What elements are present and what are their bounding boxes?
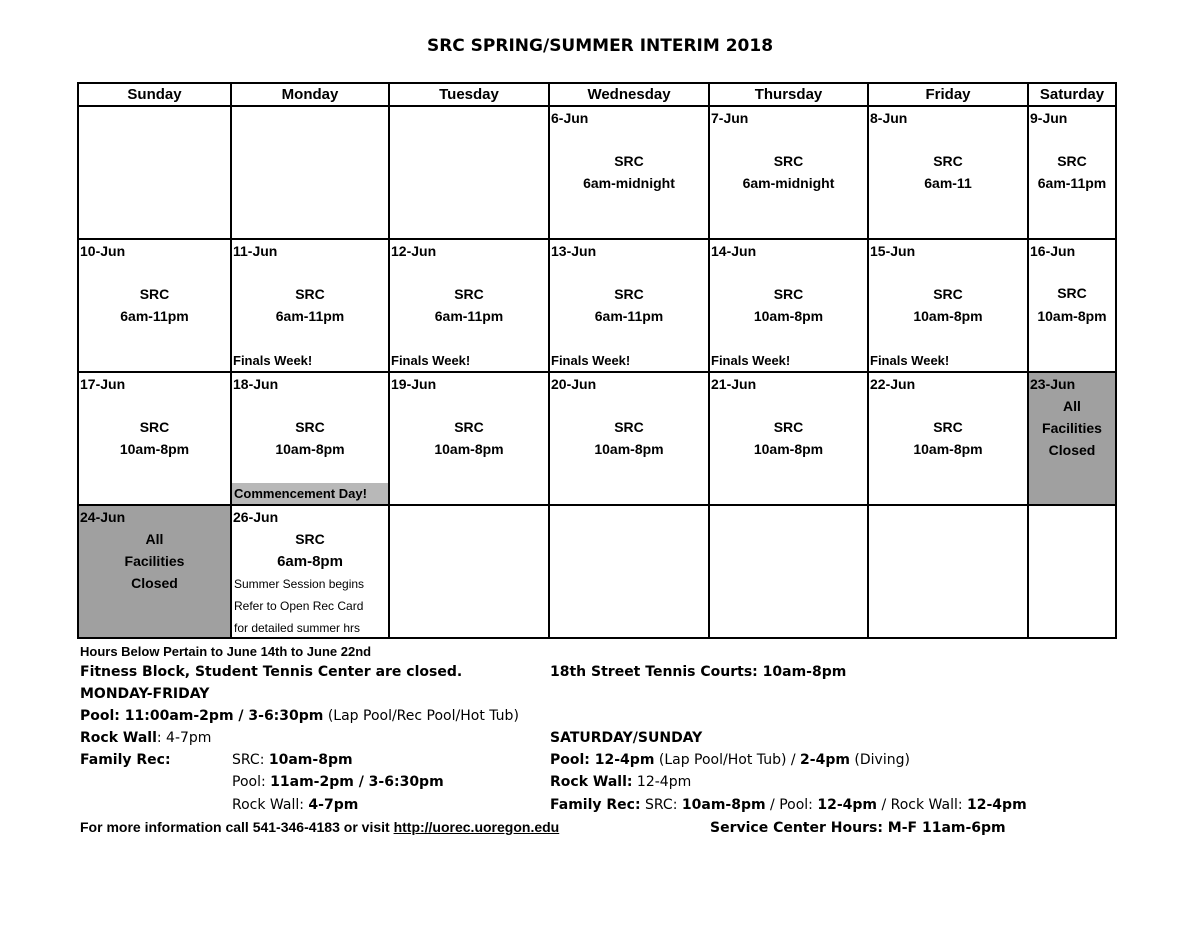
empty-day-cell (231, 106, 389, 239)
day-date: 9-Jun (1030, 110, 1068, 126)
weekend-rockwall-value: 12-4pm (636, 774, 692, 790)
day-cell (1028, 106, 1116, 239)
day-date: 26-Jun (233, 509, 279, 525)
day-date: 7-Jun (711, 110, 749, 126)
day-date: 22-Jun (870, 376, 916, 392)
day-header: Thursday (709, 83, 868, 106)
empty-day-cell (549, 505, 709, 638)
facility-label: SRC (454, 286, 484, 302)
weekend-rockwall-label: Rock Wall: (550, 774, 633, 790)
day-cell (231, 239, 389, 372)
facility-label: SRC (139, 419, 170, 435)
day-cell (549, 239, 709, 372)
weekend-rockwall-hours (550, 774, 691, 790)
day-date: 21-Jun (711, 376, 757, 392)
weekend-diving-label: (Diving) (854, 752, 910, 768)
facility-hours: 10am-8pm (913, 441, 983, 457)
commencement-day-note: Commencement Day! (232, 483, 388, 504)
closed-line: Closed (131, 575, 178, 591)
summer-note: Refer to Open Rec Card (234, 599, 364, 613)
facility-label: SRC (614, 419, 644, 435)
facility-hours: 6am-11pm (1037, 175, 1107, 191)
facility-label: SRC (295, 531, 325, 547)
day-cell (868, 106, 1028, 239)
facility-label: SRC (773, 286, 804, 302)
family-rec-pool (232, 774, 444, 790)
facility-hours: 10am-8pm (753, 308, 824, 324)
day-date: 14-Jun (711, 243, 757, 259)
website-link[interactable]: http://uorec.uoregon.edu (393, 819, 560, 835)
weekend-pool-detail: (Lap Pool/Hot Tub) / (658, 752, 796, 768)
weekend-family-pool-hours: 12-4pm (817, 797, 877, 813)
service-center-hours: Service Center Hours: M-F 11am-6pm (710, 820, 1006, 836)
finals-week-note: Finals Week! (551, 353, 631, 368)
facility-label: SRC (933, 419, 963, 435)
day-cell (1028, 239, 1116, 372)
day-cell (78, 372, 231, 505)
weekend-family-src: SRC: (645, 797, 678, 813)
day-date: 13-Jun (551, 243, 597, 259)
day-header: Tuesday (389, 83, 549, 106)
weekend-heading: SATURDAY/SUNDAY (550, 730, 703, 746)
closed-day-cell (1028, 372, 1116, 505)
day-date: 11-Jun (233, 243, 278, 259)
closed-line: Facilities (124, 553, 185, 569)
weekend-family-src-hours: 10am-8pm (681, 797, 766, 813)
more-info-line (80, 819, 559, 835)
weekday-rockwall-hours (80, 730, 211, 746)
weekend-family-pool: / Pool: (770, 797, 813, 813)
day-date: 17-Jun (80, 376, 126, 392)
facility-hours: 10am-8pm (913, 308, 983, 324)
day-header: Monday (231, 83, 389, 106)
summer-note: Summer Session begins (234, 577, 365, 591)
calendar-week-row (78, 372, 1116, 505)
day-cell (709, 106, 868, 239)
empty-day-cell (868, 505, 1028, 638)
day-cell (231, 372, 389, 505)
weekend-pool-label: Pool: 12-4pm (550, 752, 655, 768)
rockwall-hours: : 4-7pm (156, 730, 212, 746)
day-date: 8-Jun (870, 110, 908, 126)
tennis-courts-hours: 18th Street Tennis Courts: 10am-8pm (550, 664, 847, 680)
day-header: Sunday (78, 83, 231, 106)
day-cell (709, 239, 868, 372)
facility-hours: 6am-11 (924, 175, 972, 191)
weekend-family-rec (550, 797, 1027, 813)
family-src-label: SRC: (232, 752, 265, 768)
day-date: 16-Jun (1030, 243, 1076, 259)
day-cell (231, 505, 389, 638)
family-rec-src (232, 752, 353, 768)
weekend-family-label: Family Rec: (550, 797, 641, 813)
summer-note: for detailed summer hrs (234, 621, 361, 635)
facility-label: SRC (614, 286, 644, 302)
day-date: 10-Jun (80, 243, 126, 259)
day-cell (549, 372, 709, 505)
rockwall-label: Rock Wall (80, 730, 157, 746)
family-rec-rockwall (232, 797, 358, 813)
empty-day-cell (389, 505, 549, 638)
day-date: 15-Jun (870, 243, 916, 259)
facility-hours: 10am-8pm (434, 441, 504, 457)
day-cell (389, 239, 549, 372)
day-date: 6-Jun (551, 110, 589, 126)
closed-day-cell (78, 505, 231, 638)
facility-label: SRC (1057, 285, 1087, 301)
facility-label: SRC (295, 286, 325, 302)
facility-label: SRC (454, 419, 484, 435)
facility-hours: 10am-8pm (753, 441, 824, 457)
facility-hours: 6am-midnight (583, 175, 675, 191)
facility-hours: 6am-11pm (434, 308, 504, 324)
day-date: 18-Jun (233, 376, 279, 392)
day-cell (78, 239, 231, 372)
weekend-family-rock-hours: 12-4pm (967, 797, 1027, 813)
facility-label: SRC (773, 153, 804, 169)
finals-week-note: Finals Week! (870, 353, 950, 368)
day-cell (389, 372, 549, 505)
finals-week-note: Finals Week! (233, 353, 313, 368)
calendar-week-row (78, 239, 1116, 372)
family-src-hours: 10am-8pm (268, 752, 353, 768)
finals-week-note: Finals Week! (391, 353, 471, 368)
facility-hours: 6am-11pm (594, 308, 664, 324)
calendar-week-row (78, 505, 1116, 638)
weekday-heading: MONDAY-FRIDAY (80, 686, 210, 702)
weekend-diving-hours: 2-4pm (800, 752, 850, 768)
day-header: Wednesday (549, 83, 709, 106)
family-rec-label: Family Rec: (80, 752, 171, 768)
facility-hours: 6am-8pm (277, 553, 343, 570)
facility-label: SRC (933, 286, 963, 302)
day-cell (709, 372, 868, 505)
day-header: Friday (868, 83, 1028, 106)
weekday-pool-hours (80, 708, 519, 724)
finals-week-note: Finals Week! (711, 353, 791, 368)
facility-label: SRC (139, 286, 170, 302)
day-date: 20-Jun (551, 376, 597, 392)
closed-line: All (1063, 398, 1081, 414)
day-date: 23-Jun (1030, 376, 1076, 392)
more-info-text: For more information call 541-346-4183 or visit (80, 819, 390, 835)
closed-facilities-note: Fitness Block, Student Tennis Center are closed. (80, 664, 463, 680)
calendar-table (77, 82, 1117, 639)
closed-line: All (145, 531, 164, 547)
day-cell (549, 106, 709, 239)
facility-hours: 6am-11pm (275, 308, 345, 324)
family-rock-label: Rock Wall: (232, 797, 304, 813)
calendar-week-row (78, 106, 1116, 239)
day-date: 24-Jun (80, 509, 126, 525)
day-date: 12-Jun (391, 243, 437, 259)
day-cell (868, 372, 1028, 505)
closed-line: Facilities (1042, 420, 1102, 436)
family-rock-hours: 4-7pm (308, 797, 359, 813)
weekend-family-rock: / Rock Wall: (881, 797, 963, 813)
facility-label: SRC (1057, 153, 1087, 169)
day-cell (868, 239, 1028, 372)
family-pool-hours: 11am-2pm / 3-6:30pm (270, 774, 444, 790)
facility-label: SRC (933, 153, 963, 169)
facility-label: SRC (614, 153, 644, 169)
facility-label: SRC (295, 419, 325, 435)
family-pool-label: Pool: (232, 774, 266, 790)
facility-label: SRC (773, 419, 804, 435)
calendar-header-row (78, 83, 1116, 106)
facility-hours: 10am-8pm (594, 441, 664, 457)
facility-hours: 6am-midnight (742, 175, 835, 191)
empty-day-cell (709, 505, 868, 638)
page-title: SRC SPRING/SUMMER INTERIM 2018 (426, 36, 774, 56)
facility-hours: 10am-8pm (1037, 308, 1107, 324)
facility-hours: 10am-8pm (119, 441, 190, 457)
pool-hours-detail: (Lap Pool/Rec Pool/Hot Tub) (327, 708, 519, 724)
empty-day-cell (78, 106, 231, 239)
day-header: Saturday (1028, 83, 1116, 106)
closed-line: Closed (1048, 442, 1096, 458)
pertain-note: Hours Below Pertain to June 14th to June 22nd (80, 644, 372, 659)
pool-hours-label: Pool: 11:00am-2pm / 3-6:30pm (80, 708, 324, 724)
day-date: 19-Jun (391, 376, 437, 392)
empty-day-cell (1028, 505, 1116, 638)
empty-day-cell (389, 106, 549, 239)
facility-hours: 6am-11pm (120, 308, 189, 324)
facility-hours: 10am-8pm (275, 441, 345, 457)
weekend-pool-hours (550, 752, 910, 768)
